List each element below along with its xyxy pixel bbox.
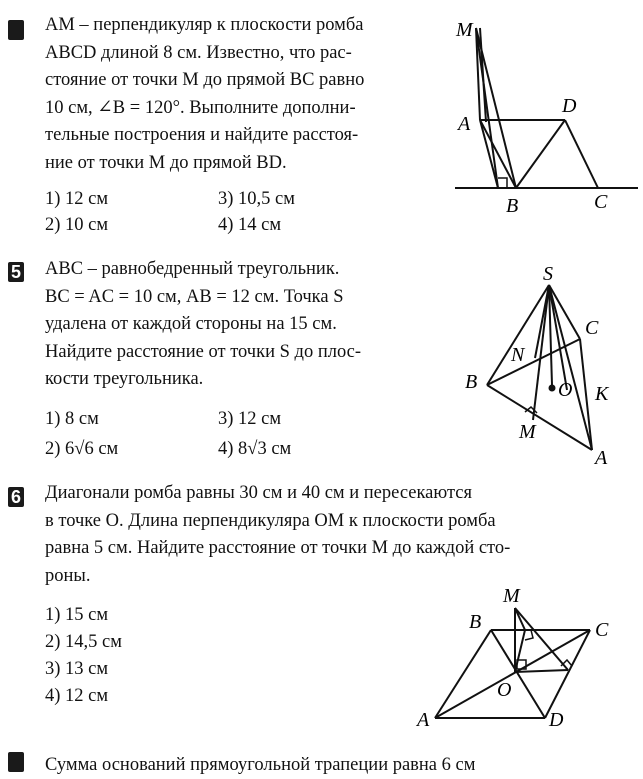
problem-text	[45, 12, 445, 177]
text-line: AM – перпендикуляр к плоскости ромба	[45, 15, 364, 35]
answer-option-2: 2) 10 см	[45, 215, 109, 235]
problem-number-badge	[8, 20, 24, 40]
text-line: стояние от точки M до прямой BC равно	[45, 70, 365, 90]
figure-rhombus-diagonals	[415, 580, 643, 740]
text-line: Диагонали ромба равны 30 см и 40 см и пересекаются	[45, 483, 472, 503]
text-line: ABCD длиной 8 см. Известно, что рас-	[45, 42, 352, 63]
text-line: роны.	[45, 565, 91, 586]
answer-option-4: 4) 14 см	[218, 215, 282, 235]
label-k: K	[595, 383, 609, 405]
label-a: A	[417, 709, 430, 731]
label-c: C	[595, 619, 609, 641]
next-problem-cut-line: Сумма оснований прямоугольной трапеции равна 6 см	[45, 755, 476, 775]
problem-text	[45, 256, 443, 394]
answer-option-4: 4) 12 см	[45, 686, 109, 706]
answer-option-1: 1) 15 см	[45, 605, 109, 625]
answer-option-4: 4) 8√3 см	[218, 439, 292, 459]
label-a: A	[458, 113, 471, 135]
text-line: Найдите расстояние от точки S до плос-	[45, 341, 362, 362]
text-line: равна 5 см. Найдите расстояние от точки M до каждой сто-	[45, 538, 511, 558]
label-b: B	[465, 371, 478, 393]
label-a: A	[595, 447, 608, 469]
text-line: ние от точки M до прямой BD.	[45, 152, 287, 173]
problem-text	[45, 480, 630, 590]
label-d: D	[562, 95, 577, 117]
answer-option-1: 1) 12 см	[45, 189, 109, 209]
problem-number-badge: 6	[8, 487, 24, 507]
answer-option-1: 1) 8 см	[45, 409, 99, 429]
problem-number-badge: 5	[8, 262, 24, 282]
label-m: M	[519, 421, 536, 443]
label-b: B	[506, 195, 519, 217]
label-o: O	[558, 379, 573, 401]
figure-pyramid-triangle	[455, 260, 635, 470]
text-line: BC = AC = 10 см, AB = 12 см. Точка S	[45, 286, 344, 307]
text-line: кости треугольника.	[45, 369, 204, 389]
label-s: S	[543, 263, 553, 285]
answer-option-2: 2) 6√6 см	[45, 439, 119, 459]
problem-number-badge-next	[8, 752, 24, 772]
text-line: удалена от каждой стороны на 15 см.	[45, 314, 337, 334]
text-line: в точке O. Длина перпендикуляра OM к плоскости ромба	[45, 510, 496, 531]
text-line: ABC – равнобедренный треугольник.	[45, 259, 340, 279]
label-n: N	[511, 344, 525, 366]
answer-option-2: 2) 14,5 см	[45, 632, 122, 652]
label-d: D	[549, 709, 564, 731]
answer-option-3: 3) 10,5 см	[218, 189, 295, 209]
label-o: O	[497, 679, 512, 701]
text-line: 10 см, ∠B = 120°. Выполните дополни-	[45, 97, 356, 118]
label-m: M	[503, 585, 520, 607]
text-line: тельные построения и найдите расстоя-	[45, 125, 359, 145]
label-b: B	[469, 611, 482, 633]
label-m: M	[456, 19, 473, 41]
figure-rhombus-perpendicular	[450, 12, 640, 222]
label-c: C	[594, 191, 608, 213]
answer-option-3: 3) 12 см	[218, 409, 282, 429]
answer-option-3: 3) 13 см	[45, 659, 109, 679]
label-c: C	[585, 317, 599, 339]
